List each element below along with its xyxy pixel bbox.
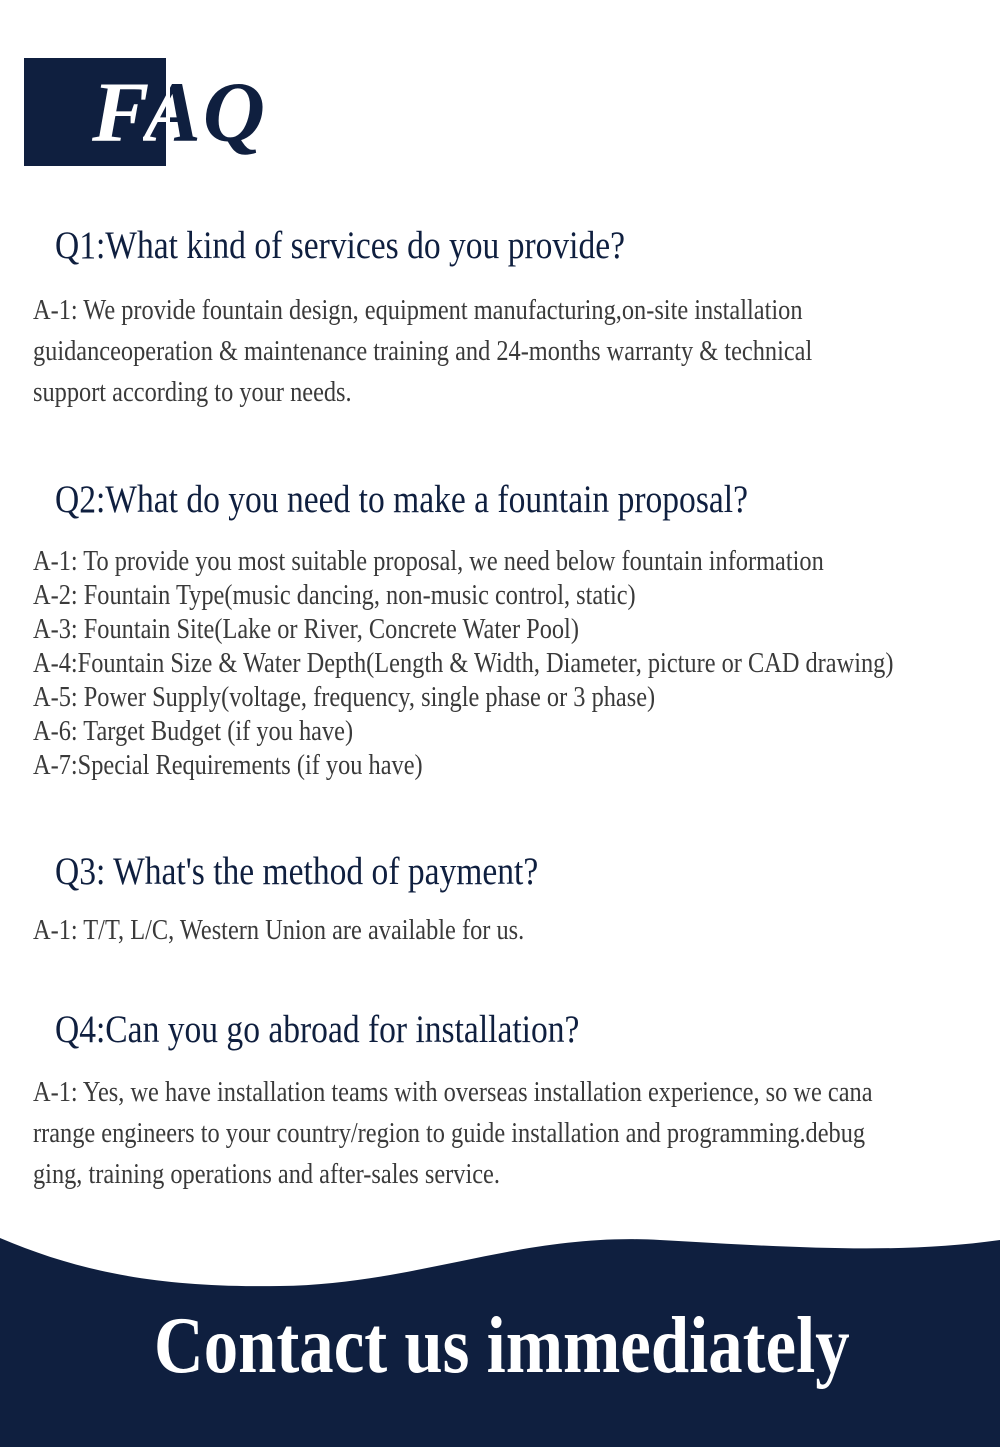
answer-line: A-1: To provide you most suitable proposal, we need below fountain information bbox=[33, 545, 824, 577]
faq-heading bbox=[92, 62, 267, 162]
faq-item-payment bbox=[0, 848, 1000, 950]
faq-question: Q2:What do you need to make a fountain proposal? bbox=[55, 478, 748, 521]
faq-question: Q1:What kind of services do you provide? bbox=[55, 224, 626, 267]
answer-line: rrange engineers to your country/region to guide installation and programming.debug bbox=[33, 1117, 866, 1149]
answer-line: A-1: T/T, L/C, Western Union are available for us. bbox=[33, 914, 525, 946]
answer-line: A-5: Power Supply(voltage, frequency, single phase or 3 phase) bbox=[33, 681, 656, 713]
faq-answer bbox=[33, 290, 813, 413]
faq-answer bbox=[33, 1072, 873, 1195]
faq-question: Q3: What's the method of payment? bbox=[55, 850, 539, 893]
faq-letter-q: Q bbox=[202, 64, 267, 160]
faq-answer bbox=[33, 544, 894, 782]
answer-line: A-1: Yes, we have installation teams with overseas installation experience, so we cana bbox=[33, 1076, 873, 1108]
faq-letter-f: F bbox=[92, 64, 144, 160]
faq-question: Q4:Can you go abroad for installation? bbox=[55, 1008, 580, 1051]
answer-line: guidanceoperation & maintenance training and 24-months warranty & technical bbox=[33, 335, 813, 367]
answer-line: A-7:Special Requirements (if you have) bbox=[33, 749, 423, 781]
faq-answer bbox=[33, 910, 764, 950]
answer-line: A-2: Fountain Type(music dancing, non-music control, static) bbox=[33, 579, 636, 611]
answer-line: A-3: Fountain Site(Lake or River, Concrete Water Pool) bbox=[33, 613, 579, 645]
answer-line: A-1: We provide fountain design, equipment manufacturing,on-site installation bbox=[33, 294, 803, 326]
answer-line: A-6: Target Budget (if you have) bbox=[33, 715, 354, 747]
faq-item-installation bbox=[0, 1006, 1000, 1195]
answer-line: ging, training operations and after-sales service. bbox=[33, 1158, 500, 1190]
answer-line: A-4:Fountain Size & Water Depth(Length & Width, Diameter, picture or CAD drawing) bbox=[33, 647, 894, 679]
faq-letter-a: A bbox=[143, 64, 203, 160]
answer-line: support according to your needs. bbox=[33, 376, 352, 408]
contact-us-button[interactable]: Contact us immediately bbox=[154, 1302, 850, 1390]
faq-item-services bbox=[0, 222, 1000, 413]
faq-item-proposal bbox=[0, 476, 1000, 782]
